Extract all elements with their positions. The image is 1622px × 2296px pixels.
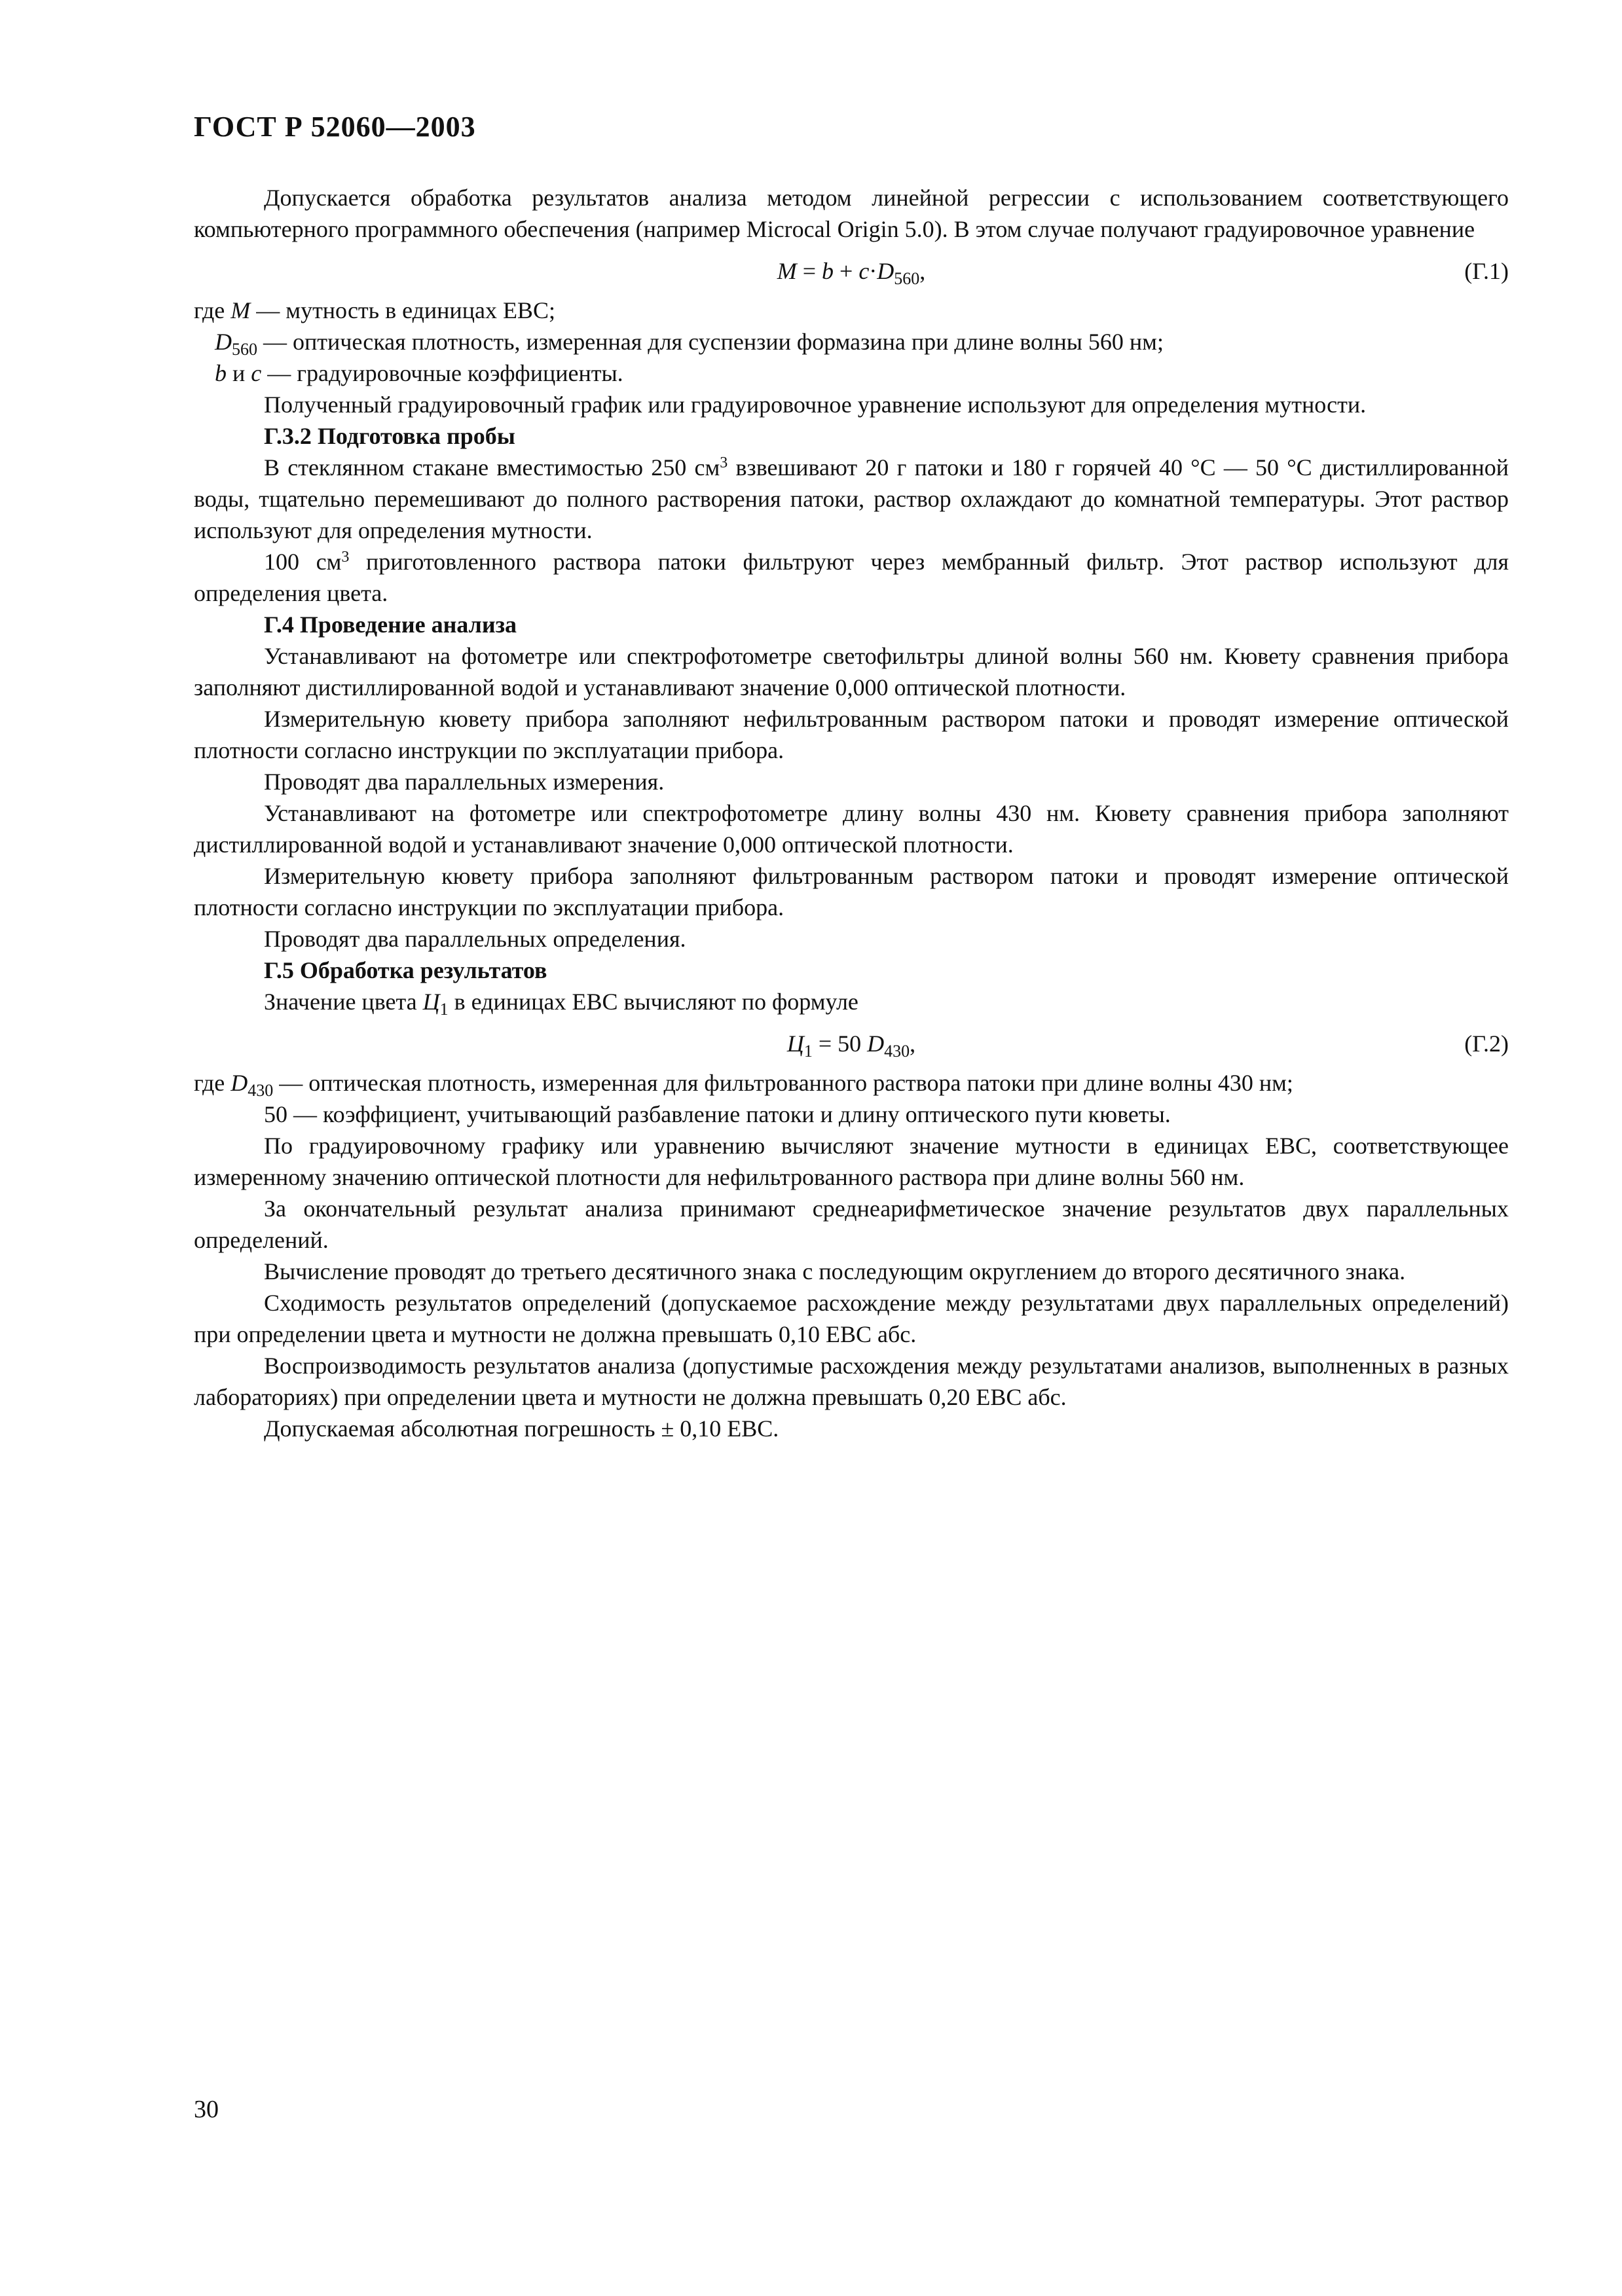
heading-g32: Г.3.2 Подготовка пробы (264, 423, 515, 449)
paragraph-g5-1: Значение цвета $Ц_1$ в единицах ЕВС вычисляют по формуле (264, 989, 858, 1019)
paragraph-g4-5: Измерительную кювету прибора заполняют фильтрованным раствором патоки и проводят измерение оптической плотности согласно инструкции по эксплуатации прибора. (194, 863, 1509, 920)
formula-g2-expression: $Ц_1 = 50$ $D_{430}$, (786, 1030, 916, 1061)
where-line-bc: b и c — градуировочные коэффициенты. (215, 360, 623, 386)
where-line-d560: $D_{560}$ — оптическая плотность, измеренная для суспензии формазина при длине волны 560 нм; (215, 329, 1164, 359)
paragraph-g32-1: В стеклянном стакане вместимостью 250 $см^3$ взвешивают 20 г патоки и 180 г горячей 40 °С — 50 °С дистиллированной воды, тщательно перемешивают до полного растворения патоки, раствор охлаждают до комнатной температуры. Этот раствор используют для определения мутности. (194, 454, 1509, 543)
paragraph-g5-4: Вычисление проводят до третьего десятичного знака с последующим округлением до второго десятичного знака. (264, 1258, 1406, 1285)
formula-g2 (194, 1024, 1509, 1063)
paragraph-intro: Допускается обработка результатов анализа методом линейной регрессии с использованием соответствующего компьютерного программного обеспечения (например Microcal Origin 5.0). В этом случае получают градуировочное уравнение (194, 185, 1509, 242)
formula-g2-number: (Г.2) (1464, 1030, 1509, 1057)
paragraph-g4-4: Устанавливают на фотометре или спектрофотометре длину волны 430 нм. Кювету сравнения прибора заполняют дистиллированной водой и устанавливают значение 0,000 оптической плотности. (194, 800, 1509, 858)
paragraph-g4-3: Проводят два параллельных измерения. (264, 769, 665, 795)
paragraph-g4-2: Измерительную кювету прибора заполняют нефильтрованным раствором патоки и проводят измерение оптической плотности согласно инструкции по эксплуатации прибора. (194, 706, 1509, 763)
paragraph-g4-1: Устанавливают на фотометре или спектрофотометре светофильтры длиной волны 560 нм. Кювету сравнения прибора заполняют дистиллированной водой и устанавливают значение 0,000 оптической плотности. (194, 643, 1509, 701)
paragraph-g4-6: Проводят два параллельных определения. (264, 926, 686, 952)
heading-g5: Г.5 Обработка результатов (264, 957, 547, 983)
heading-g4: Г.4 Проведение анализа (264, 611, 517, 638)
paragraph-usage: Полученный градуировочный график или градуировочное уравнение используют для определения мутности. (264, 392, 1367, 418)
document-body (194, 182, 1509, 1444)
where-line-50: 50 — коэффициент, учитывающий разбавление патоки и длину оптического пути кюветы. (264, 1101, 1171, 1127)
formula-g1-expression: $M = b + c\cdot D_{560}$, (777, 258, 926, 288)
where-line-m: где M — мутность в единицах ЕВС; (194, 297, 555, 323)
paragraph-g5-7: Допускаемая абсолютная погрешность ± 0,10 ЕВС. (264, 1415, 779, 1442)
paragraph-g5-3: За окончательный результат анализа принимают среднеарифметическое значение результатов двух параллельных определений. (194, 1195, 1509, 1253)
paragraph-g32-2: 100 $см^3$ приготовленного раствора патоки фильтруют через мембранный фильтр. Этот раствор используют для определения цвета. (194, 549, 1509, 606)
paragraph-g5-6: Воспроизводимость результатов анализа (допустимые расхождения между результатами анализов, выполненных в разных лабораториях) при определении цвета и мутности не должна превышать 0,20 ЕВС абс. (194, 1353, 1509, 1410)
paragraph-g5-5: Сходимость результатов определений (допускаемое расхождение между результатами двух параллельных определений) при определении цвета и мутности не должна превышать 0,10 ЕВС абс. (194, 1290, 1509, 1347)
paragraph-g5-2: По градуировочному графику или уравнению вычисляют значение мутности в единицах ЕВС, соответствующее измеренному значению оптической плотности для нефильтрованного раствора при длине волны 560 нм. (194, 1133, 1509, 1190)
page-number: 30 (194, 2096, 219, 2123)
formula-g1 (194, 251, 1509, 291)
formula-g1-number: (Г.1) (1464, 258, 1509, 284)
document-header: ГОСТ Р 52060—2003 (194, 111, 476, 143)
where-line-d430: где $D_{430}$ — оптическая плотность, измеренная для фильтрованного раствора патоки при длине волны 430 нм; (194, 1070, 1293, 1100)
